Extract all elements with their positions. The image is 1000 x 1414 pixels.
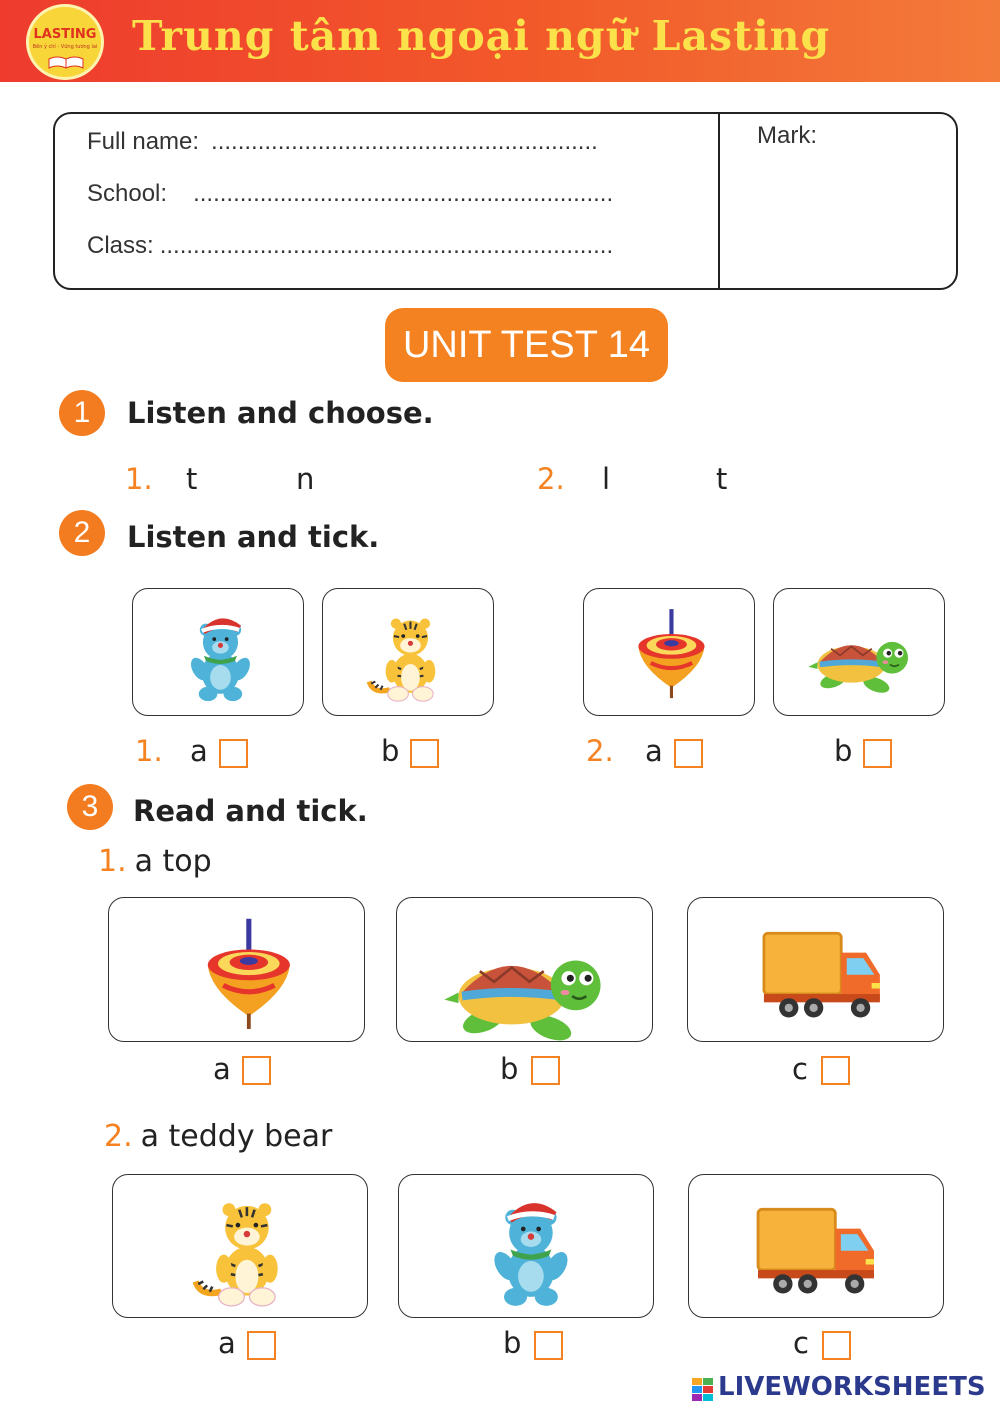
- class-label: Class:: [87, 232, 154, 259]
- s1-item-1-option-1[interactable]: t: [186, 462, 198, 496]
- s2-item-2-option-b-checkbox[interactable]: [863, 739, 892, 768]
- s3-q1-option-a-label: a: [213, 1052, 231, 1086]
- class-field[interactable]: ....................................................................: [159, 232, 614, 259]
- s3-question-2: [104, 1119, 332, 1154]
- s3-q2-option-a-label: a: [218, 1326, 236, 1360]
- turtle-icon: [774, 589, 944, 715]
- s1-item-2-number: 2.: [537, 462, 565, 496]
- s2-item-2-image-a: [583, 588, 755, 716]
- s2-item-1-option-b-checkbox[interactable]: [410, 739, 439, 768]
- s3-q1-option-b-label: b: [500, 1052, 519, 1086]
- section-3-number: 3: [67, 784, 113, 830]
- class-row: [87, 232, 613, 260]
- tiger-icon: [323, 589, 493, 715]
- s3-q2-option-b-label: b: [503, 1326, 522, 1360]
- s2-item-2-option-b-label: b: [834, 734, 853, 768]
- s3-question-1: [98, 844, 212, 879]
- lasting-logo: [26, 4, 104, 80]
- s3-q2-option-c-label: c: [793, 1326, 809, 1360]
- teddy-bear-icon: [399, 1175, 653, 1317]
- truck-icon: [689, 1175, 943, 1317]
- section-1-number: 1: [59, 390, 105, 436]
- spinning-top-icon: [109, 898, 364, 1041]
- s3-q1-image-b: [396, 897, 653, 1042]
- s3-question-1-number: 1.: [98, 844, 127, 879]
- s3-q2-image-c: [688, 1174, 944, 1318]
- s2-item-1-option-a-label: a: [190, 734, 208, 768]
- page-title: Trung tâm ngoại ngữ Lasting: [132, 12, 831, 60]
- full-name-row: [87, 128, 598, 156]
- full-name-field[interactable]: ..........................................................: [211, 128, 598, 155]
- s3-question-2-number: 2.: [104, 1119, 133, 1154]
- s3-q1-option-c-label: c: [792, 1052, 808, 1086]
- spinning-top-icon: [584, 589, 754, 715]
- s1-item-2-option-1[interactable]: l: [602, 462, 611, 496]
- school-label: School:: [87, 180, 168, 207]
- s1-item-1-option-2[interactable]: n: [296, 462, 315, 496]
- full-name-label: Full name:: [87, 128, 200, 155]
- s3-q1-option-c-checkbox[interactable]: [821, 1056, 850, 1085]
- s3-q1-image-c: [687, 897, 944, 1042]
- s3-q2-option-c-checkbox[interactable]: [822, 1331, 851, 1360]
- teddy-bear-icon: [133, 589, 303, 715]
- liveworksheets-logo-icon: [692, 1378, 714, 1402]
- mark-label: Mark:: [757, 122, 817, 149]
- book-icon: [47, 55, 85, 69]
- section-1-title: Listen and choose.: [127, 396, 434, 430]
- logo-subtext: Bền ý chí - Vững tương lai: [32, 44, 98, 50]
- truck-icon: [688, 898, 943, 1041]
- s1-item-2-option-2[interactable]: t: [716, 462, 728, 496]
- s2-item-1-option-b-label: b: [381, 734, 400, 768]
- s2-item-2-option-a-checkbox[interactable]: [674, 739, 703, 768]
- s2-item-2-option-a-label: a: [645, 734, 663, 768]
- s3-q1-option-a-checkbox[interactable]: [242, 1056, 271, 1085]
- s2-item-1-image-b: [322, 588, 494, 716]
- section-3-title: Read and tick.: [133, 794, 368, 828]
- s3-q2-option-a-checkbox[interactable]: [247, 1331, 276, 1360]
- s3-question-1-text: a top: [134, 844, 212, 879]
- s3-question-2-text: a teddy bear: [140, 1119, 333, 1154]
- s3-q1-image-a: [108, 897, 365, 1042]
- footer-brand: LIVEWORKSHEETS: [718, 1372, 986, 1402]
- s2-item-1-option-a-checkbox[interactable]: [219, 739, 248, 768]
- section-2-number: 2: [59, 510, 105, 556]
- s3-q2-image-a: [112, 1174, 368, 1318]
- s3-q2-image-b: [398, 1174, 654, 1318]
- student-info-box: [53, 112, 958, 290]
- turtle-icon: [397, 898, 652, 1041]
- school-row: [87, 180, 613, 208]
- s1-item-1-number: 1.: [125, 462, 153, 496]
- header-banner: [0, 0, 1000, 82]
- logo-text: LASTING: [33, 27, 97, 42]
- unit-title-badge: UNIT TEST 14: [385, 308, 668, 382]
- s2-item-2-number: 2.: [586, 734, 614, 768]
- s3-q2-option-b-checkbox[interactable]: [534, 1331, 563, 1360]
- s3-q1-option-b-checkbox[interactable]: [531, 1056, 560, 1085]
- s2-item-1-number: 1.: [135, 734, 163, 768]
- tiger-icon: [113, 1175, 367, 1317]
- divider: [718, 114, 720, 288]
- section-2-title: Listen and tick.: [127, 520, 380, 554]
- s2-item-2-image-b: [773, 588, 945, 716]
- school-field[interactable]: ...............................................................: [193, 180, 614, 207]
- s2-item-1-image-a: [132, 588, 304, 716]
